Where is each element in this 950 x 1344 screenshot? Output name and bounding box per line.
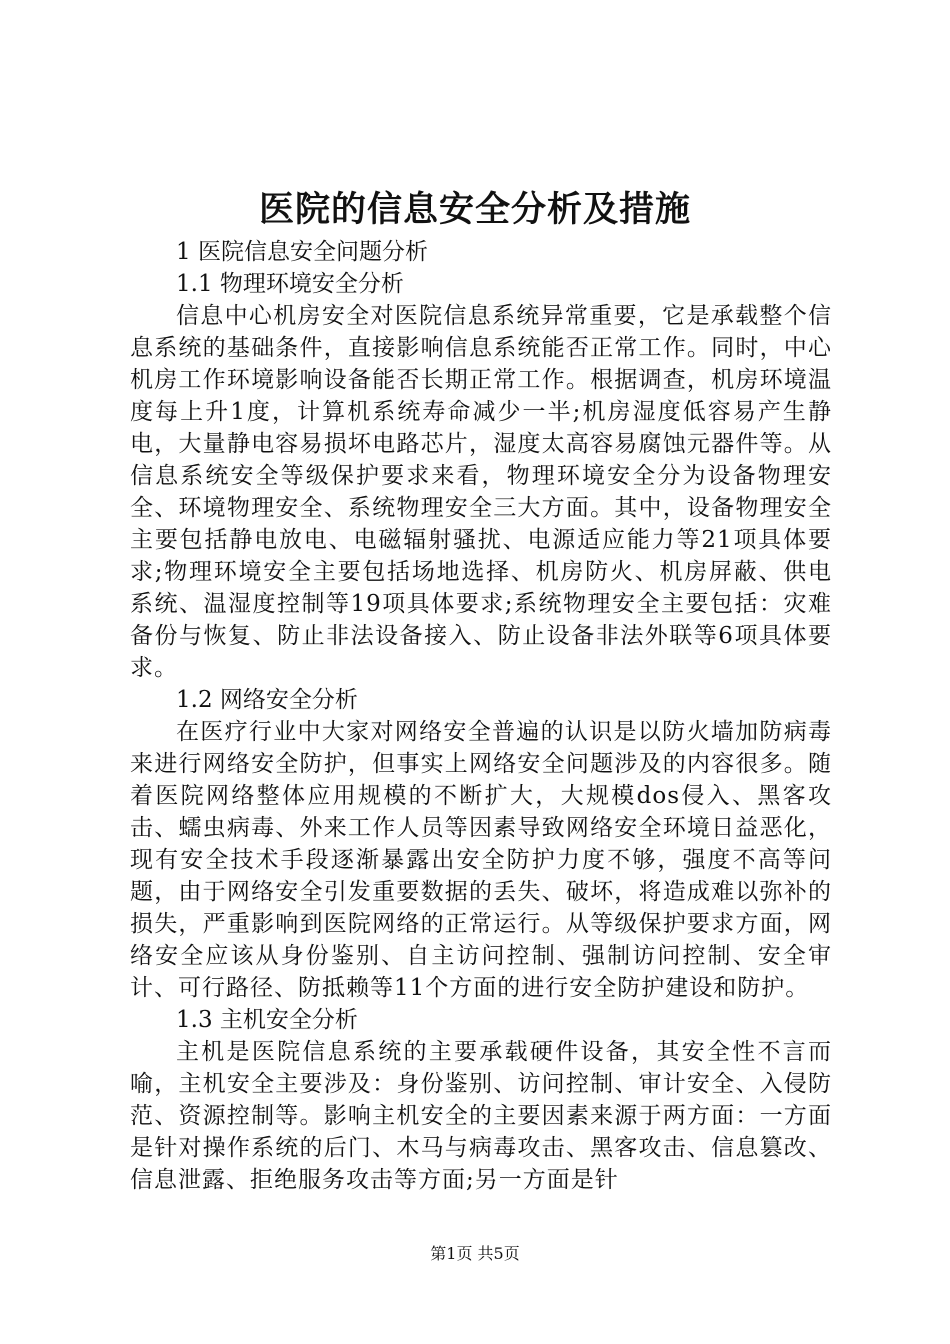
section-heading-1: 1 医院信息安全问题分析 [176, 239, 428, 265]
document-body [130, 236, 832, 1196]
section-heading-1-1: 1.1 物理环境安全分析 [176, 271, 404, 297]
section-heading-1-2: 1.2 网络安全分析 [176, 687, 358, 713]
paragraph-physical-security: 信息中心机房安全对医院信息系统异常重要，它是承载整个信息系统的基础条件，直接影响信息系统能否正常工作。同时，中心机房工作环境影响设备能否长期正常工作。根据调查，机房环境温度每上升1度，计算机系统寿命减少一半;机房湿度低容易产生静电，大量静电容易损坏电路芯片，湿度太高容易腐蚀元器件等。从信息系统安全等级保护要求来看，物理环境安全分为设备物理安全、环境物理安全、系统物理安全三大方面。其中，设备物理安全主要包括静电放电、电磁辐射骚扰、电源适应能力等21项具体要求;物理环境安全主要包括场地选择、机房防火、机房屏蔽、供电系统、温湿度控制等19项具体要求;系统物理安全主要包括：灾难备份与恢复、防止非法设备接入、防止设备非法外联等6项具体要求。 [130, 303, 832, 681]
page-footer: 第1页 共5页 [430, 1244, 520, 1263]
section-heading-1-3: 1.3 主机安全分析 [176, 1007, 358, 1033]
paragraph-host-security: 主机是医院信息系统的主要承载硬件设备，其安全性不言而喻，主机安全主要涉及：身份鉴别、访问控制、审计安全、入侵防范、资源控制等。影响主机安全的主要因素来源于两方面：一方面是针对操作系统的后门、木马与病毒攻击、黑客攻击、信息篡改、信息泄露、拒绝服务攻击等方面;另一方面是针 [130, 1039, 832, 1193]
document-title: 医院的信息安全分析及措施 [258, 189, 691, 230]
paragraph-network-security: 在医疗行业中大家对网络安全普遍的认识是以防火墙加防病毒来进行网络安全防护，但事实上网络安全问题涉及的内容很多。随着医院网络整体应用规模的不断扩大，大规模dos侵入、黑客攻击、蠕虫病毒、外来工作人员等因素导致网络安全环境日益恶化，现有安全技术手段逐渐暴露出安全防护力度不够，强度不高等问题，由于网络安全引发重要数据的丢失、破坏，将造成难以弥补的损失，严重影响到医院网络的正常运行。从等级保护要求方面，网络安全应该从身份鉴别、自主访问控制、强制访问控制、安全审计、可行路径、防抵赖等11个方面的进行安全防护建设和防护。 [130, 719, 832, 1001]
